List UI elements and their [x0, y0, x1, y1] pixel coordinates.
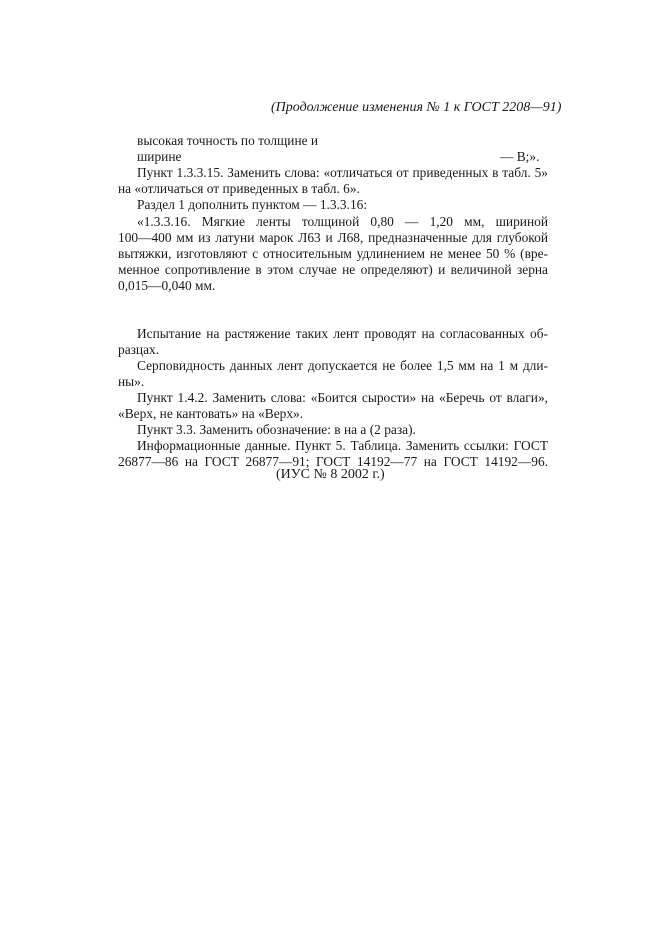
- text-line: «1.3.3.16. Мягкие ленты толщиной 0,80 — 1,20 мм, шириной: [137, 214, 548, 229]
- text-line: 100—400 мм из латуни марок Л63 и Л68, предназначенные для глубокой: [118, 230, 548, 245]
- text-line: 26877—86 на ГОСТ 26877—91; ГОСТ 14192—77 на ГОСТ 14192—96.: [118, 454, 548, 469]
- text-line-right: — В;».: [500, 149, 540, 164]
- text-line: Пункт 1.3.3.15. Заменить слова: «отличаться от приведенных в табл. 5»: [137, 165, 548, 180]
- text-line: Пункт 1.4.2. Заменить слова: «Боится сырости» на «Беречь от влаги»,: [137, 390, 548, 405]
- page-header: (Продолжение изменения № 1 к ГОСТ 2208—91): [271, 100, 562, 115]
- page-footer-reference: (ИУС № 8 2002 г.): [276, 467, 385, 482]
- text-line: Испытание на растяжение таких лент проводят на согласованных об-: [137, 326, 548, 341]
- text-line: менное сопротивление в этом случае не определяют) и величиной зерна: [118, 262, 548, 277]
- text-line: разцах.: [118, 342, 160, 357]
- text-line: Информационные данные. Пункт 5. Таблица. Заменить ссылки: ГОСТ: [137, 438, 548, 453]
- text-line: Серповидность данных лент допускается не более 1,5 мм на 1 м дли-: [137, 358, 548, 373]
- text-line: «Верх, не кантовать» на «Верх».: [118, 406, 304, 421]
- text-line: Пункт 3.3. Заменить обозначение: в на а (2 раза).: [137, 422, 416, 437]
- text-line: вытяжки, изготовляют с относительным удлинением не менее 50 % (вре-: [118, 246, 548, 261]
- text-line: на «отличаться от приведенных в табл. 6».: [118, 181, 360, 196]
- text-line: ширине: [137, 149, 182, 164]
- text-line: ны».: [118, 374, 145, 389]
- text-line: Раздел 1 дополнить пунктом — 1.3.3.16:: [137, 197, 368, 212]
- text-line: высокая точность по толщине и: [137, 133, 319, 148]
- text-line: 0,015—0,040 мм.: [118, 278, 216, 293]
